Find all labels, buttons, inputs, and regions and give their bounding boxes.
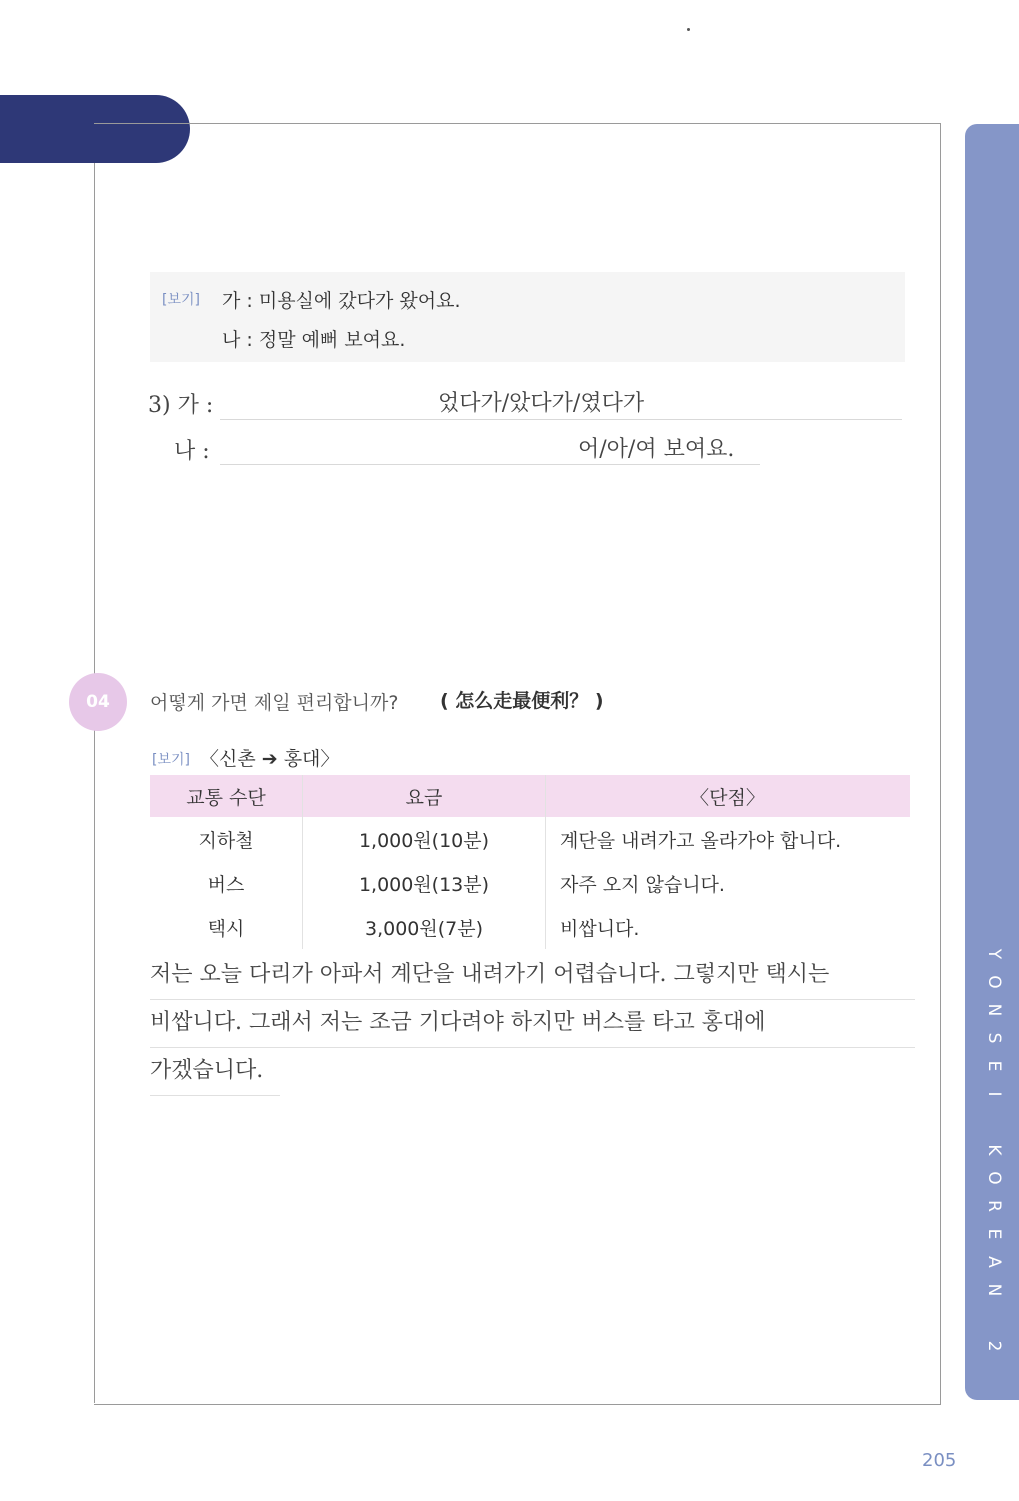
transport-table [150, 775, 910, 949]
page-frame-left-rule [94, 163, 95, 1403]
written-answer [150, 952, 915, 1096]
table-cell: 버스 [150, 861, 303, 905]
answer-line: 저는 오늘 다리가 아파서 계단을 내려가기 어렵습니다. 그렇지만 택시는 [150, 952, 915, 1000]
side-label-letter: 2 [984, 1340, 1004, 1352]
side-label-letter: N [984, 1003, 1004, 1017]
section-number-badge: 04 [69, 673, 127, 731]
example-tag: [보기] [152, 752, 190, 768]
table-cell: 자주 오지 않습니다. [560, 873, 725, 896]
section-question-chinese: ( 怎么走最便利？ ) [440, 690, 604, 712]
table-row [150, 861, 910, 905]
answer-underline [220, 419, 902, 420]
table-header: 교통 수단 [150, 775, 303, 817]
example-tag: [보기] [162, 292, 200, 308]
table-cell: 1,000원(10분) [303, 817, 546, 861]
item3-label-a: 3) 가 : [148, 393, 214, 418]
side-label-letter: A [984, 1256, 1004, 1268]
answer-underline [220, 464, 760, 465]
side-label-letter: O [984, 1171, 1004, 1185]
example-line-b: 나 : 정말 예뻐 보여요. [222, 329, 406, 351]
side-label-letter: I [984, 1091, 1004, 1097]
table-header: 요금 [303, 775, 546, 817]
example-line-a: 가 : 미용실에 갔다가 왔어요. [222, 290, 461, 312]
item3-label-b: 나 : [174, 439, 210, 464]
table-row [150, 817, 910, 861]
table-row [150, 905, 910, 949]
table-cell: 비쌉니다. [560, 917, 640, 940]
side-label-letter: O [984, 975, 1004, 989]
side-label-letter: S [984, 1032, 1004, 1044]
page-number: 205 [922, 1450, 957, 1471]
table-header: 〈단점〉 [546, 775, 911, 817]
side-label-letter [979, 1107, 1007, 1137]
side-label-letter [979, 1303, 1007, 1333]
side-strip-label [978, 940, 1008, 1360]
answer-line: 가겠습니다. [150, 1048, 280, 1096]
side-label-letter: Y [984, 948, 1004, 960]
item3-answer-b: 어/아/여 보여요. [578, 437, 735, 462]
table-cell: 지하철 [150, 817, 303, 861]
section-question: 어떻게 가면 제일 편리합니까? [150, 692, 399, 714]
table-cell: 3,000원(7분) [303, 905, 546, 949]
table-cell: 1,000원(13분) [303, 861, 546, 905]
answer-line: 비쌉니다. 그래서 저는 조금 기다려야 하지만 버스를 타고 홍대에 [150, 1000, 915, 1048]
table-cell: 계단을 내려가고 올라가야 합니다. [560, 829, 842, 852]
side-label-letter: E [984, 1228, 1004, 1240]
stray-dot [687, 28, 690, 31]
side-label-letter: R [984, 1200, 1004, 1212]
item3-answer-a: 었다가/았다가/였다가 [438, 391, 645, 416]
route-label: 〈신촌 ➔ 홍대〉 [200, 748, 340, 770]
table-header-row [150, 775, 910, 817]
side-label-letter: K [984, 1144, 1004, 1156]
table-cell: 택시 [150, 905, 303, 949]
side-label-letter: N [984, 1283, 1004, 1297]
side-label-letter: E [984, 1060, 1004, 1072]
